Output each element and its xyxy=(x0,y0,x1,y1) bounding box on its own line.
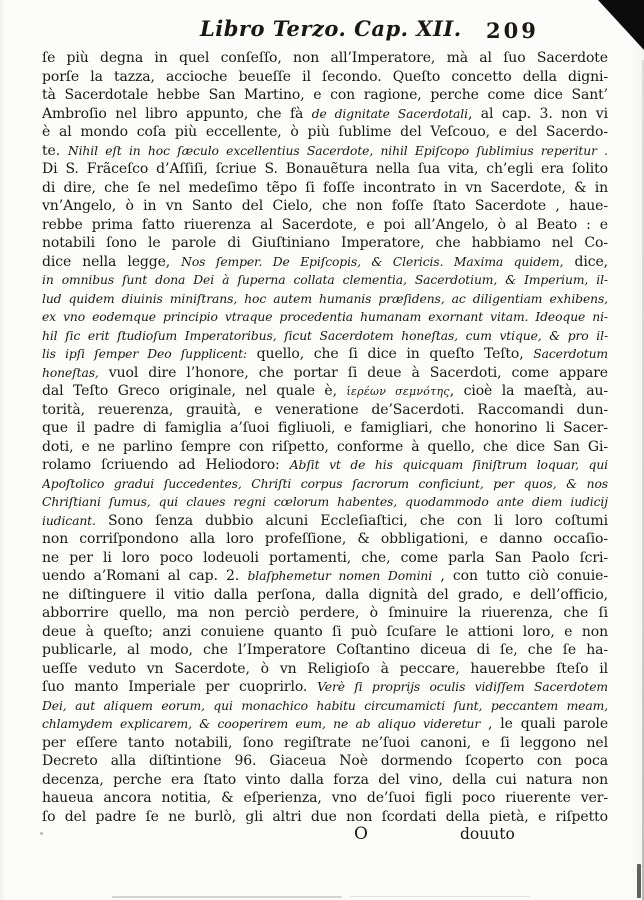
text-line xyxy=(42,308,608,327)
text-segment: ne per li loro poco lodeuoli portamenti, che, come parla San Paolo ſcri- xyxy=(42,549,608,566)
text-line xyxy=(42,734,608,753)
text-line xyxy=(42,789,608,808)
text-line xyxy=(42,216,608,235)
text-segment: dice nella legge, xyxy=(42,253,182,270)
scan-smudge xyxy=(112,896,342,898)
text-segment: ueſſe veduto vn Sacerdote, ò vn Religioſo à peccare, hauerebbe ſteſo il xyxy=(42,660,608,677)
text-line xyxy=(42,419,608,438)
text-segment: vn’Angelo, ò in vn Santo del Cielo, che non foſſe ſtato Sacerdote , haue- xyxy=(42,198,608,214)
text-segment: è al mondo coſa più eccellente, ò più ſublime del Veſcouo, e del Sacerdo- xyxy=(42,124,608,140)
text-segment: que il padre di famiglia a’ſuoi figliuoli, e famigliari, che honorino li Sacer- xyxy=(42,420,608,436)
text-segment: rolamo ſcriuendo ad Heliodoro: xyxy=(42,457,290,473)
text-line xyxy=(42,567,608,586)
text-segment: ſe più degna in quel conſeſſo, non all’Imperatore, mà al ſuo Sacerdote xyxy=(42,50,608,66)
text-segment: Sono ſenza dubbio alcuni Eccleſiaſtici, che con li loro coſtumi xyxy=(95,512,608,529)
latin-italic-segment: Apoſtolico gradui ſuccedentes, Chriſti corpus ſacrorum conficiunt, per quos, & nos xyxy=(42,476,608,491)
text-segment: ſuo manto Imperiale per cuoprirlo. xyxy=(42,679,318,695)
latin-italic-segment: iudicant. xyxy=(42,513,96,528)
latin-italic-segment: lud quidem diuinis miniſtrans, hoc autem humanis præſidens, ac diligentiam exhibens, xyxy=(42,291,608,306)
latin-italic-segment: chlamydem explicarem, & cooperirem eum, ne ab aliquo videretur xyxy=(42,717,481,731)
text-line xyxy=(42,549,608,568)
catchword: douuto xyxy=(460,825,515,843)
text-segment: Ambroſio nel libro appunto, che fà xyxy=(42,105,312,122)
text-segment: , cioè la maeſtà, au- xyxy=(449,383,608,399)
signature-mark: O xyxy=(354,824,368,844)
latin-italic-segment: in omnibus ſunt dona Dei à ſuperna collata clementia, Sacerdotium, & Imperium, il- xyxy=(42,273,608,287)
text-line xyxy=(42,456,608,475)
text-line xyxy=(42,641,608,660)
text-segment: porſe la tazza, accioche beueſſe il ſecondo. Queſto concetto della digni- xyxy=(42,68,608,85)
text-line xyxy=(42,345,608,364)
text-line xyxy=(42,68,608,87)
text-segment: dal Teſto Greco originale, nel quale è, xyxy=(42,383,347,399)
text-line xyxy=(42,253,608,272)
text-line xyxy=(42,86,608,105)
text-segment: dice, xyxy=(563,253,608,270)
text-line xyxy=(42,715,608,734)
latin-italic-segment: ex vno eodemque principio vtraque procedentia humanam exornant vitam. Ideoque ni- xyxy=(42,310,608,324)
text-line xyxy=(42,438,608,457)
greek-phrase: ἱερέων σεμνότης xyxy=(346,385,450,398)
text-line xyxy=(42,197,608,216)
text-line xyxy=(42,271,608,290)
text-line xyxy=(42,660,608,679)
text-line xyxy=(42,512,608,531)
latin-italic-segment: blaſphemetur nomen Domini xyxy=(247,569,433,583)
text-segment: Decreto alla diſtintione 96. Giaceua Noè dormendo ſcoperto con poca xyxy=(42,753,608,769)
text-segment: doti, e ne parlino ſempre con riſpetto, conforme à quello, che dice San Gi- xyxy=(42,438,608,455)
text-segment: publicarle, al modo, che l’Imperatore Coſtantino diceua di ſe, che ſe ha- xyxy=(42,642,608,658)
text-line xyxy=(42,179,608,198)
scan-smudge xyxy=(350,896,530,898)
text-segment: quello, che ſi dice in queſto Teſto, xyxy=(246,346,534,362)
text-segment: abborrire quello, ma non perciò perdere, ò ſminuire la riuerenza, che ſi xyxy=(42,605,608,621)
text-line xyxy=(42,771,608,790)
text-segment: , le quali parole xyxy=(480,716,608,732)
text-line xyxy=(42,530,608,549)
text-segment: deue à queſto; anzi conuiene quanto ſi può ſcuſare le attioni loro, e non xyxy=(42,623,608,640)
text-line xyxy=(42,475,608,494)
latin-italic-segment: honeſtas, xyxy=(42,365,99,380)
latin-italic-segment: lis ipſi ſemper Deo ſupplicent: xyxy=(42,347,247,361)
scan-mark-bottom-right xyxy=(637,864,641,898)
latin-italic-segment: de dignitate Sacerdotali xyxy=(311,106,468,121)
text-segment: rebbe prima fatto riuerenza al Sacerdote, e poi all’Angelo, ò al Beato : e xyxy=(42,216,608,233)
text-line xyxy=(42,327,608,346)
text-line xyxy=(42,586,608,605)
text-line xyxy=(42,142,608,161)
latin-italic-segment: hil ſic erit ſtudioſum Imperatoribus, ſicut Sacerdotem honeſtas, cum vtique, & pro il- xyxy=(42,328,608,343)
text-segment: per eſſere tanto notabili, ſono regiſtrate ne’ſuoi canoni, e ſi leggono nel xyxy=(42,734,608,751)
text-line xyxy=(42,49,608,68)
text-line xyxy=(42,678,608,697)
scan-smudge xyxy=(40,832,43,835)
text-line xyxy=(42,752,608,771)
page-number: 209 xyxy=(486,18,539,43)
text-line xyxy=(42,234,608,253)
body-text xyxy=(42,49,608,826)
latin-italic-segment: Chriſtiani ſumus, qui claues regni cœlorum habentes, quodammodo ante diem iudicij xyxy=(42,495,608,509)
running-title: Libro Terzo. Cap. XII. xyxy=(200,16,462,41)
text-line xyxy=(42,160,608,179)
text-segment: notabili ſono le parole di Giuſtiniano Imperatore, che habbiamo nel Co- xyxy=(42,235,608,251)
text-segment: ne diſtinguere il vitio dalla perſona, dalla dignità del grado, e dell’officio, xyxy=(42,586,608,603)
text-line xyxy=(42,697,608,716)
text-line xyxy=(42,105,608,124)
text-segment: haueua ancora notitia, & eſperienza, vno de’ſuoi figli poco riuerente ver- xyxy=(42,790,608,806)
latin-italic-segment: Abſit vt de his quicquam ſiniſtrum loquar, qui xyxy=(289,458,608,472)
text-segment: non corriſpondono alla loro profeſſione, & obbligationi, e danno occaſio- xyxy=(42,531,608,547)
text-segment: , al cap. 3. non vi xyxy=(467,105,608,122)
text-segment: , con tutto ciò conuie- xyxy=(432,568,608,584)
text-line xyxy=(42,382,608,401)
text-segment: uendo a’Romani al cap. 2. xyxy=(42,568,248,584)
latin-italic-segment: Verè ſi proprijs oculis vidiſſem Sacerdotem xyxy=(317,680,608,694)
text-line xyxy=(42,123,608,142)
text-segment: Di S. Frãceſco d’Aſſiſi, ſcriue S. Bonauẽtura nella ſua vita, ch’egli era ſolito xyxy=(42,161,608,177)
text-segment: tà Sacerdotale hebbe San Martino, e con ragione, perche come dice Sant’ xyxy=(42,87,608,103)
text-line xyxy=(42,364,608,383)
latin-italic-segment: Nihil eſt in hoc ſæculo excellentius Sacerdote, nihil Epiſcopo ſublimius reperitur . xyxy=(67,143,608,158)
text-segment: di dire, che ſe nel medeſimo tẽpo ſi foſſe incontrato in vn Sacerdote, & in xyxy=(42,179,608,196)
text-line xyxy=(42,401,608,420)
text-segment: torità, reuerenza, grauità, e veneratione de’Sacerdoti. Raccomandi dun- xyxy=(42,401,608,418)
text-line xyxy=(42,493,608,512)
text-line xyxy=(42,290,608,309)
text-line xyxy=(42,623,608,642)
scan-corner-artifact xyxy=(598,0,644,50)
text-segment: ſo del padre ſe ne burlò, gli altri due non ſcordati della pietà, e riſpetto xyxy=(42,808,608,825)
text-segment: te. xyxy=(42,142,68,159)
text-line xyxy=(42,604,608,623)
latin-italic-segment: Sacerdotum xyxy=(533,347,608,361)
latin-italic-segment: Nos ſemper. De Epiſcopis, & Clericis. Maxima quidem, xyxy=(181,254,564,269)
page-footer xyxy=(42,824,608,844)
latin-italic-segment: Dei, aut aliquem eorum, qui monachico habitu circumamicti ſunt, peccantem meam, xyxy=(42,698,608,713)
text-segment: vuol dire l’honore, che portar ſi deue à Sacerdoti, come appare xyxy=(98,364,608,381)
text-segment: decenza, perche era ſtato vinto dalla forza del vino, della cui natura non xyxy=(42,771,608,788)
